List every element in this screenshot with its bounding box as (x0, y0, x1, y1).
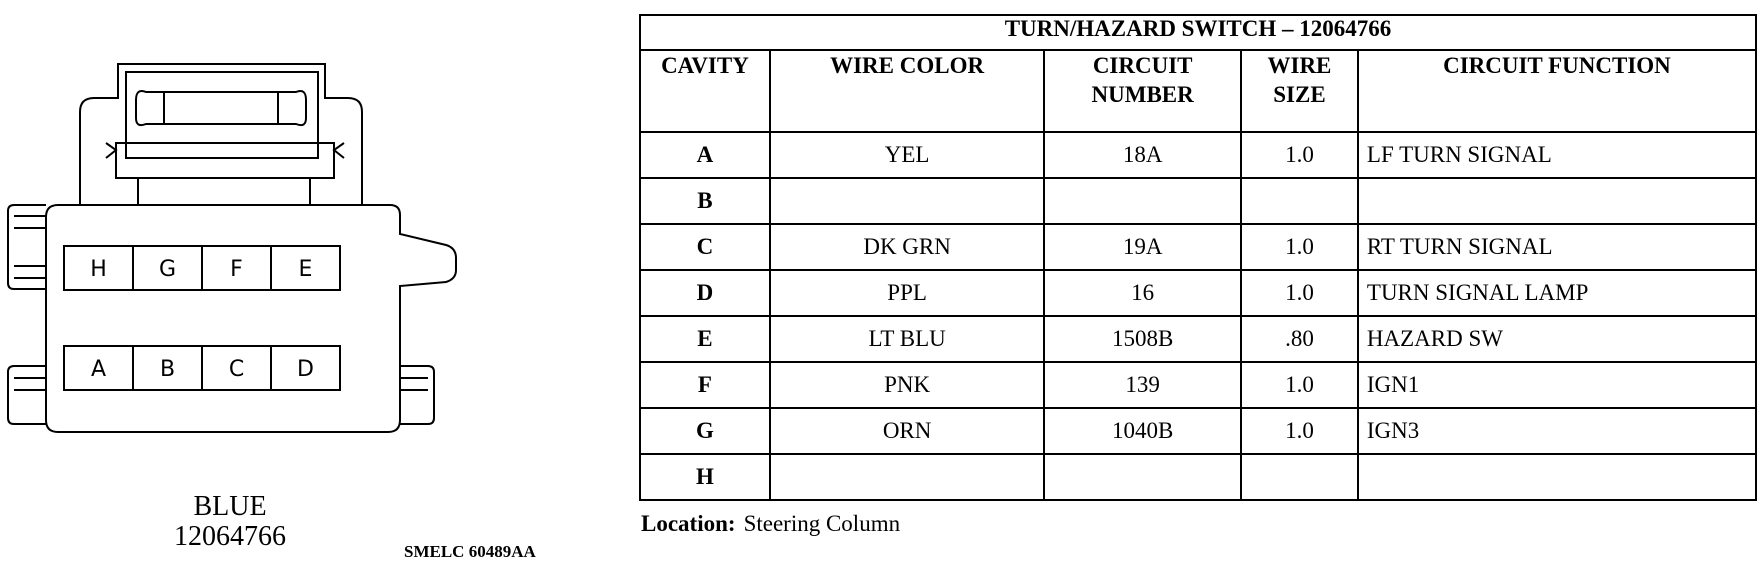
cell-wire-color: PNK (770, 362, 1044, 408)
cell-circuit-function: TURN SIGNAL LAMP (1358, 270, 1756, 316)
cell-circuit-number: 139 (1044, 362, 1241, 408)
table-row (640, 132, 1756, 178)
cell-cavity: D (640, 270, 770, 316)
cell-cavity: E (640, 316, 770, 362)
cell-circuit-function: IGN3 (1358, 408, 1756, 454)
header-cavity: CAVITY (640, 50, 770, 132)
connector-latch (126, 72, 318, 158)
cell-circuit-function: IGN1 (1358, 362, 1756, 408)
pinout-table (639, 14, 1757, 501)
cell-wire-size: 1.0 (1241, 362, 1358, 408)
cell-wire-size: .80 (1241, 316, 1358, 362)
cell-wire-color: PPL (770, 270, 1044, 316)
cell-wire-size: 1.0 (1241, 132, 1358, 178)
cell-wire-color (770, 454, 1044, 500)
cell-circuit-function: RT TURN SIGNAL (1358, 224, 1756, 270)
cavity-letter: F (230, 257, 243, 282)
connector-color: BLUE (193, 491, 267, 522)
connector-body (46, 205, 456, 432)
cell-circuit-number: 19A (1044, 224, 1241, 270)
cell-circuit-number: 18A (1044, 132, 1241, 178)
connector-latch-housing (80, 64, 362, 205)
figure-code: SMELC 60489AA (404, 542, 536, 561)
cell-wire-color: ORN (770, 408, 1044, 454)
header-circuit-number: CIRCUIT NUMBER (1044, 50, 1241, 132)
cavity-letter: D (297, 357, 314, 382)
cavity-letter: E (298, 257, 313, 282)
cavity-row-top (64, 246, 340, 290)
table-row (640, 270, 1756, 316)
connector-side-rail-top (8, 205, 46, 289)
location-value: Steering Column (743, 511, 901, 536)
location-label: Location: (641, 511, 736, 536)
cell-wire-color (770, 178, 1044, 224)
cell-circuit-function: LF TURN SIGNAL (1358, 132, 1756, 178)
cavity-letter: G (158, 257, 177, 282)
cell-wire-size: 1.0 (1241, 224, 1358, 270)
cell-circuit-number (1044, 454, 1241, 500)
cavity-row-bottom (64, 346, 340, 390)
cell-circuit-number: 16 (1044, 270, 1241, 316)
cell-wire-size: 1.0 (1241, 408, 1358, 454)
location-line (641, 511, 900, 537)
cell-wire-size: 1.0 (1241, 270, 1358, 316)
cavity-letter: A (90, 357, 107, 382)
cell-cavity: H (640, 454, 770, 500)
connector-latch-slot (136, 91, 306, 125)
table-row (640, 454, 1756, 500)
cell-circuit-function: HAZARD SW (1358, 316, 1756, 362)
cell-wire-color: YEL (770, 132, 1044, 178)
cavity-letter: H (90, 257, 107, 282)
cavity-letter: C (228, 357, 245, 382)
table-row (640, 224, 1756, 270)
cell-circuit-number (1044, 178, 1241, 224)
cell-wire-color: LT BLU (770, 316, 1044, 362)
cell-circuit-number: 1040B (1044, 408, 1241, 454)
header-wire-color: WIRE COLOR (770, 50, 1044, 132)
cell-cavity: C (640, 224, 770, 270)
cell-cavity: G (640, 408, 770, 454)
header-circuit-function: CIRCUIT FUNCTION (1358, 50, 1756, 132)
cell-circuit-function (1358, 178, 1756, 224)
cell-circuit-number: 1508B (1044, 316, 1241, 362)
cell-cavity: B (640, 178, 770, 224)
cell-wire-color: DK GRN (770, 224, 1044, 270)
cell-wire-size (1241, 178, 1358, 224)
cavity-letter: B (159, 357, 176, 382)
cell-wire-size (1241, 454, 1358, 500)
table-row (640, 362, 1756, 408)
connector-diagram (0, 0, 470, 470)
connector-part-number: 12064766 (174, 521, 286, 552)
cell-circuit-function (1358, 454, 1756, 500)
table-row (640, 316, 1756, 362)
cell-cavity: F (640, 362, 770, 408)
header-wire-size: WIRE SIZE (1241, 50, 1358, 132)
table-title: TURN/HAZARD SWITCH – 12064766 (640, 15, 1756, 50)
table-row (640, 178, 1756, 224)
cell-cavity: A (640, 132, 770, 178)
table-row (640, 408, 1756, 454)
connector-side-rail-bottom (8, 366, 46, 424)
